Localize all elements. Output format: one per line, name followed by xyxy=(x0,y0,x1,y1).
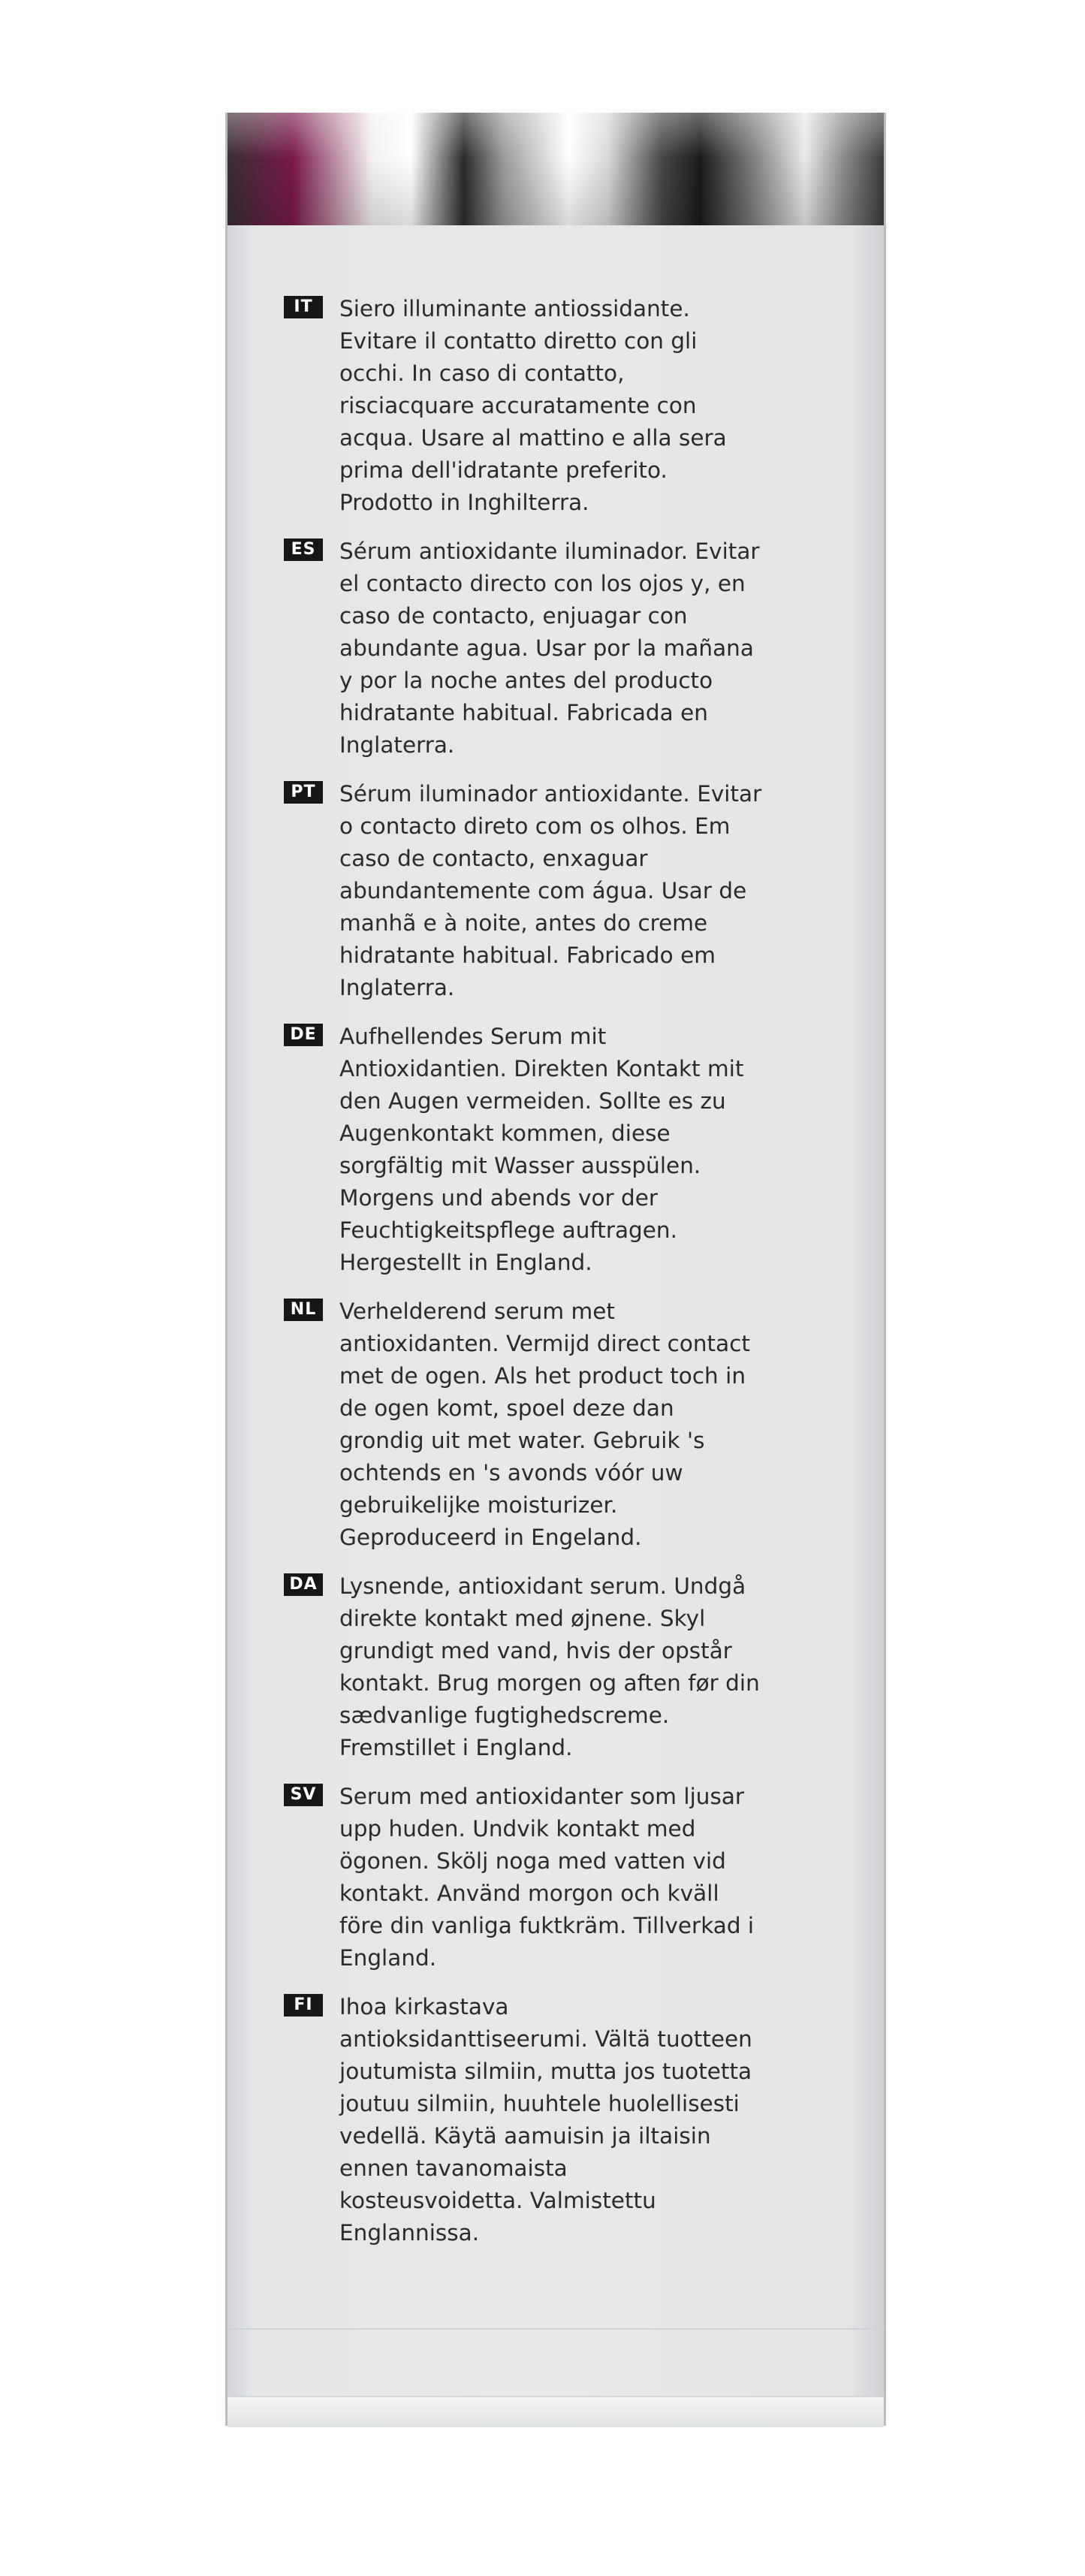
section-text: Siero illuminante antiossidante. Evitare il contatto diretto con gli occhi. In caso di contatto, risciacquare accuratamente con acqua. Usare al mattino e alla sera prima dell'idratante preferito. Prodotto in Inghilterra. xyxy=(339,296,727,515)
section-da xyxy=(284,1570,854,1764)
bottom-flap xyxy=(228,2396,884,2427)
language-code-badge: IT xyxy=(284,296,323,318)
language-code-badge: DA xyxy=(284,1573,323,1596)
metallic-foil-strip xyxy=(228,113,884,225)
section-de xyxy=(284,1021,854,1279)
section-text: Verhelderend serum met antioxidanten. Vermijd direct contact met de ogen. Als het product toch in de ogen komt, spoel deze dan grondig uit met water. Gebruik 's ochtends en 's avonds vóór uw gebruikelijke moisturizer. Geproduceerd in Engeland. xyxy=(339,1299,750,1550)
section-text: Ihoa kirkastava antioksidanttiseerumi. Vältä tuotteen joutumista silmiin, mutta jos tuotetta joutuu silmiin, huuhtele huolellisesti vedellä. Käytä aamuisin ja iltaisin ennen tavanomaista kosteusvoidetta. Valmistettu Englannissa. xyxy=(339,1994,752,2246)
section-text: Aufhellendes Serum mit Antioxidantien. Direkten Kontakt mit den Augen vermeiden. Sollte es zu Augenkontakt kommen, diese sorgfältig mit Wasser ausspülen. Morgens und abends vor der Feuchtigkeitspflege auftragen. Hergestellt in England. xyxy=(339,1024,744,1275)
section-es xyxy=(284,535,854,762)
language-code-badge: SV xyxy=(284,1784,323,1806)
multilingual-text-panel xyxy=(284,293,854,2266)
language-code-badge: ES xyxy=(284,538,323,561)
product-box xyxy=(225,113,886,2426)
section-pt xyxy=(284,778,854,1004)
language-code-badge: FI xyxy=(284,1994,323,2016)
language-code-badge: DE xyxy=(284,1024,323,1046)
language-code-badge: NL xyxy=(284,1299,323,1321)
section-sv xyxy=(284,1781,854,1974)
language-code-badge: PT xyxy=(284,781,323,804)
section-nl xyxy=(284,1296,854,1554)
section-it xyxy=(284,293,854,519)
section-fi xyxy=(284,1991,854,2249)
section-text: Serum med antioxidanter som ljusar upp huden. Undvik kontakt med ögonen. Skölj noga med vatten vid kontakt. Använd morgon och kväll före din vanliga fuktkräm. Tillverkad i England. xyxy=(339,1784,755,1971)
section-text: Lysnende, antioxidant serum. Undgå direkte kontakt med øjnene. Skyl grundigt med vand, hvis der opstår kontakt. Brug morgen og aften før din sædvanlige fugtighedscreme. Fremstillet i England. xyxy=(339,1573,760,1760)
section-text: Sérum iluminador antioxidante. Evitar o contacto direto com os olhos. Em caso de contacto, enxaguar abundantemente com água. Usar de manhã e à noite, antes do creme hidratante habitual. Fabricado em Inglaterra. xyxy=(339,781,762,1000)
panel-fold-line xyxy=(228,2328,884,2330)
section-text: Sérum antioxidante iluminador. Evitar el contacto directo con los ojos y, en caso de contacto, enjuagar con abundante agua. Usar por la mañana y por la noche antes del producto hidratante habitual. Fabricada en Inglaterra. xyxy=(339,538,760,758)
